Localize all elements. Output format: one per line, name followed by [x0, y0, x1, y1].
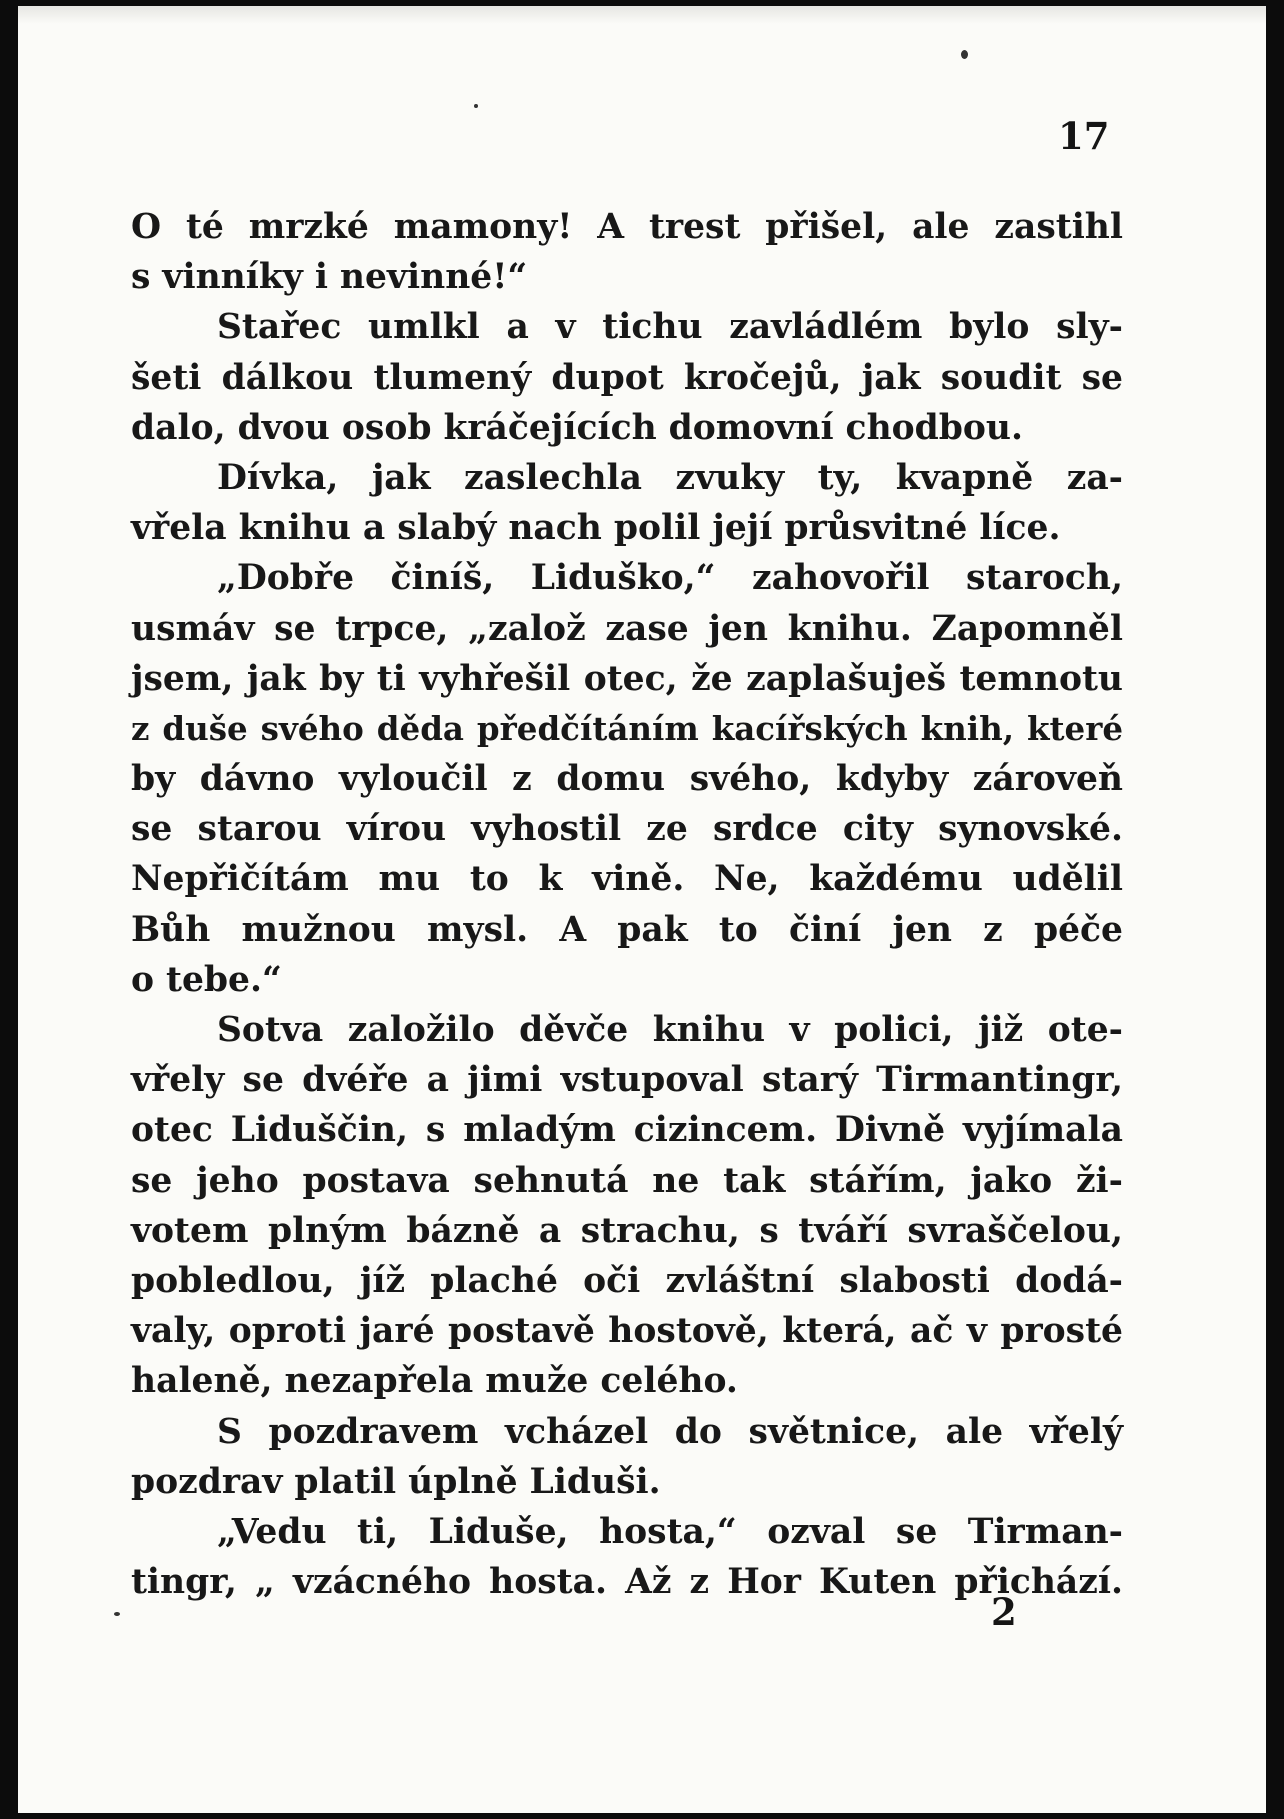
text-line: vřely se dvéře a jimi vstupoval starý Tirmantingr,	[131, 1060, 1123, 1101]
printer-signature-mark: 2	[991, 1590, 1017, 1634]
ink-speck	[961, 50, 968, 59]
text-line: se starou vírou vyhostil ze srdce city synovské.	[131, 809, 1123, 850]
ink-speck	[114, 1612, 120, 1616]
text-line: pozdrav platil úplně Liduši.	[131, 1461, 661, 1502]
text-line: jsem, jak by ti vyhřešil otec, že zaplašuješ temnotu	[131, 658, 1123, 699]
text-line: vřela knihu a slabý nach polil její průsvitné líce.	[131, 508, 1061, 549]
ink-speck	[474, 104, 478, 108]
text-line: „Vedu ti, Liduše, hosta,“ ozval se Tirman-	[217, 1511, 1123, 1552]
text-line: pobledlou, jíž plaché oči zvláštní slabosti dodá-	[131, 1260, 1123, 1301]
text-line: usmáv se trpce, „založ zase jen knihu. Zapomněl	[131, 608, 1123, 649]
text-line: votem plným bázně a strachu, s tváří svraščelou,	[131, 1210, 1123, 1251]
text-line: „Dobře činíš, Liduško,“ zahovořil staroch,	[217, 558, 1123, 599]
text-line: Dívka, jak zaslechla zvuky ty, kvapně za-	[217, 457, 1123, 498]
text-line: valy, oproti jaré postavě hostově, která, ač v prosté	[131, 1311, 1123, 1352]
text-line: O té mrzké mamony! A trest přišel, ale zastihl	[131, 207, 1123, 247]
text-line: s vinníky i nevinné!“	[131, 257, 528, 298]
text-line: Nepřičítám mu to k vině. Ne, každému udělil	[131, 859, 1123, 900]
text-line: otec Liduščin, s mladým cizincem. Divně vyjímala	[131, 1110, 1123, 1151]
text-line: se jeho postava sehnutá ne tak stářím, jako ži-	[131, 1160, 1123, 1201]
text-line: Bůh mužnou mysl. A pak to činí jen z péče	[131, 909, 1123, 950]
page-text	[131, 202, 1123, 1607]
text-line: S pozdravem vcházel do světnice, ale vřelý	[217, 1411, 1123, 1452]
text-line: by dávno vyloučil z domu svého, kdyby zároveň	[131, 759, 1123, 800]
text-line: o tebe.“	[131, 959, 282, 1000]
book-page	[18, 6, 1266, 1813]
text-line: haleně, nezapřela muže celého.	[131, 1361, 738, 1402]
text-line: dalo, dvou osob kráčejících domovní chodbou.	[131, 407, 1024, 448]
text-line: Sotva založilo děvče knihu v polici, již ote-	[217, 1010, 1123, 1050]
text-line: šeti dálkou tlumený dupot kročejů, jak soudit se	[131, 357, 1123, 398]
text-line: Stařec umlkl a v tichu zavládlém bylo sly-	[217, 307, 1123, 348]
text-line: z duše svého děda předčítáním kacířských knih, které	[131, 708, 1123, 748]
page-number: 17	[1058, 114, 1110, 158]
text-line: tingr, „ vzácného hosta. Až z Hor Kuten přichází.	[131, 1562, 1123, 1603]
